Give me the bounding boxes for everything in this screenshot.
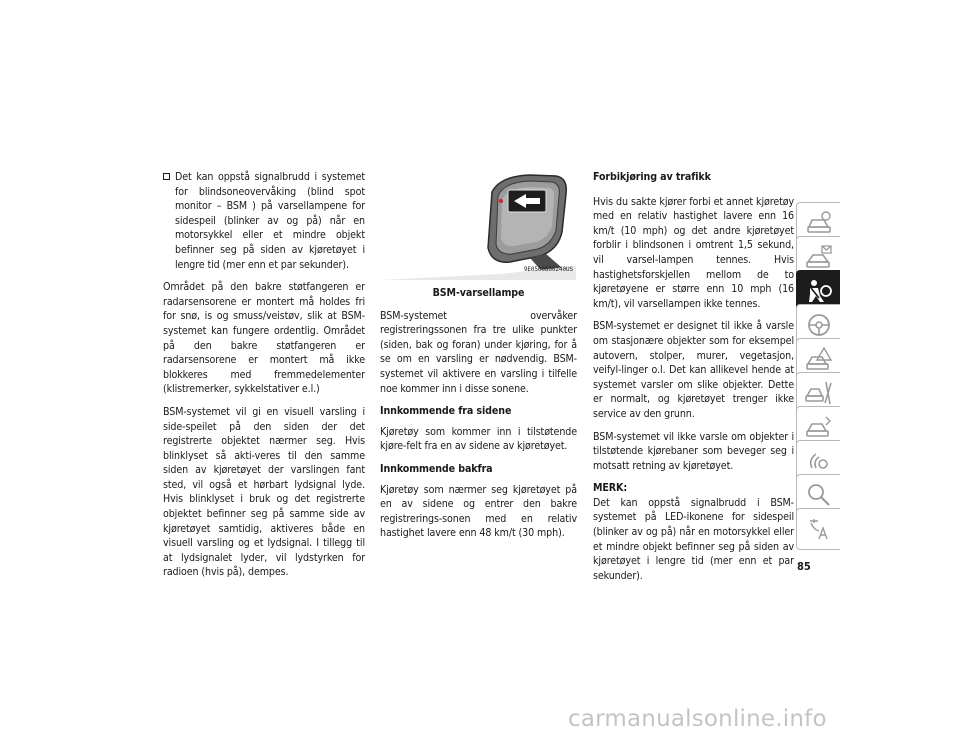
tab-languages[interactable]	[796, 508, 840, 550]
page-number: 85	[797, 560, 811, 573]
mirror-figure	[380, 170, 577, 280]
magnifier-index-icon	[804, 480, 834, 510]
paragraph: Området på den bakre støtfangeren er radarsensorene er montert må holdes fri for snø, is og smuss/veistøv, slik at BSM-systemet kan fungere ordentlig. Området på den bakre støtfangeren er radarsensorene er montert må ikke blokkeres med fremmedelementer (klistremerker, sykkelstativer e.l.)	[163, 281, 365, 396]
figure-code: 9E0500800240US	[523, 266, 573, 274]
bsm-warning-icon	[508, 190, 546, 212]
note-label: MERK:	[593, 482, 628, 495]
bullet-note	[163, 170, 365, 272]
paragraph: Kjøretøy som kommer inn i tilstøtende kjøre-felt fra en av sidene av kjøretøyet.	[380, 425, 577, 453]
note-text: Det kan oppstå signalbrudd i BSM-systemet på LED-ikonene for sidespeil (blinker av og på) når en motorsykkel eller et mindre objekt befinner seg på siden av kjøretøyet i lengre tid (mer enn et par sekunder).	[593, 496, 794, 582]
paragraph: Hvis du sakte kjører forbi et annet kjøretøy med en relativ hastighet lavere enn 16 km/t (10 mph) og det andre kjøretøyet forblir i blindsonen i omtrent 1,5 sekund, vil varsel-lampen tennes. Hvis hastighetsforskjellen mellom de to kjøretøyene er større enn 10 mph (16 km/t), vil varsellampen ikke tennes.	[593, 195, 794, 310]
warning-light-icon	[499, 199, 503, 203]
car-specs-icon	[804, 412, 834, 442]
paragraph: BSM-systemet er designet til ikke å varsle om stasjonære objekter som for eksempel autovern, stolper, murer, vegetasjon, veifyl-linger o.l. Det kan allikevel hende at systemet varsler om slike objekter. Dette er normalt, og kjøretøyet trenger ikke service av den grunn.	[593, 320, 794, 420]
multimedia-icon	[804, 446, 834, 476]
section-heading: Forbikjøring av trafikk	[593, 171, 711, 183]
section-heading: Innkommende fra sidene	[380, 405, 512, 418]
paragraph: BSM-systemet vil gi en visuell varsling i side-speilet på den siden der det registrerte objektet nærmer seg. Hvis blinklyset så akti-veres til den samme siden av kjøretøyet der varslingen fant sted, vil også et hørbart lydsignal lyde. Hvis blinklyset i bruk og det registrerte objektet befinner seg på samme side av kjøretøyet samtidig, aktiveres både en visuell varsling og et lydsignal. I tillegg til at lydsignalet lyder, vil lydstyrken for radioen (hvis på), dempes.	[163, 405, 365, 579]
car-crash-warning-icon	[804, 344, 834, 374]
bullet-square-icon	[163, 173, 170, 180]
car-info-icon	[804, 208, 834, 238]
car-service-tools-icon	[804, 378, 834, 408]
seatbelt-airbag-icon	[804, 276, 834, 306]
paragraph: BSM-systemet vil ikke varsle om objekter i tilstøtende kjørebaner som beveger seg i motsatt retning av kjøretøyet.	[593, 430, 794, 472]
language-index-icon	[804, 514, 834, 544]
paragraph: BSM-systemet overvåker registreringssonen fra tre ulike punkter (siden, bak og foran) under kjøring, for å se om en varsling er nødvendig. BSM-systemet vil aktivere en varsling i tilfelle noe kommer inn i disse sonene.	[380, 309, 577, 395]
section-heading: Innkommende bakfra	[380, 462, 493, 475]
paragraph: Kjøretøy som nærmer seg kjøretøyet på en av sidene og entrer den bakre registrerings-sonen med en relativ hastighet lavere enn 48 km/t (30 mph).	[380, 483, 577, 540]
left-column	[163, 170, 365, 588]
middle-column	[380, 170, 577, 549]
right-column	[593, 170, 794, 591]
watermark: carmanualsonline.info	[568, 706, 827, 732]
dashboard-message-icon	[804, 242, 834, 272]
bullet-text: Det kan oppstå signalbrudd i systemet for blindsoneovervåking (blind spot monitor – BSM ) på varsellampene for sidespeil (blinker av og på) når en motorsykkel eller et mindre objekt befinner seg på siden av kjøretøyet i lengre tid (mer enn et par sekunder).	[175, 171, 365, 271]
steering-wheel-icon	[804, 310, 834, 340]
figure-caption: BSM-varsellampe	[432, 287, 525, 299]
